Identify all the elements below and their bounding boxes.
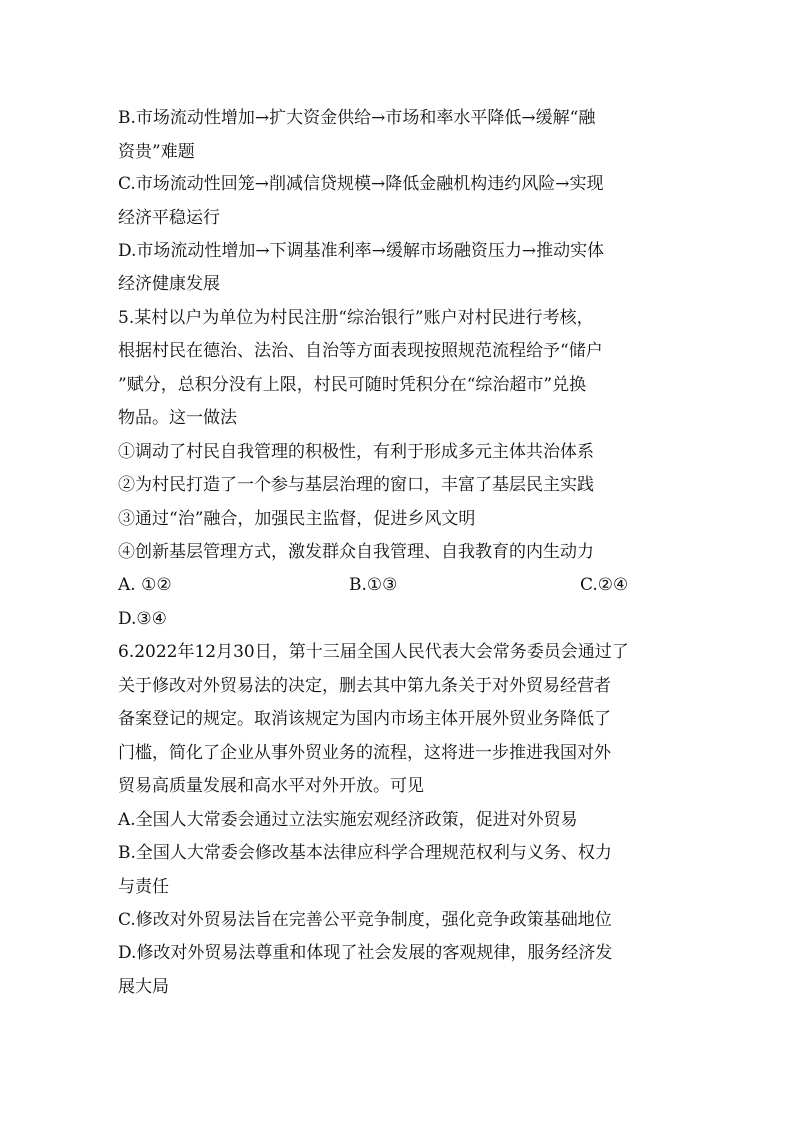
- q5-statement-2: ②为村民打造了一个参与基层治理的窗口，丰富了基层民主实践: [118, 475, 594, 495]
- q4-option-b-line1: B.市场流动性增加→扩大资金供给→市场和率水平降低→缓解“融: [118, 108, 596, 128]
- q5-option-a: A. ①②: [118, 575, 172, 595]
- q6-option-c: C.修改对外贸易法旨在完善公平竞争制度，强化竞争政策基础地位: [118, 910, 612, 930]
- q6-stem-line5: 贸易高质量发展和高水平对外开放。可见: [118, 776, 424, 796]
- q6-option-a: A.全国人大常委会通过立法实施宏观经济政策，促进对外贸易: [118, 810, 578, 830]
- q6-stem-line4: 门槛，简化了企业从事外贸业务的流程，这将进一步推进我国对外: [118, 743, 611, 763]
- q5-statement-1: ①调动了村民自我管理的积极性，有利于形成多元主体共治体系: [118, 442, 594, 462]
- q5-statement-3: ③通过“治”融合，加强民主监督，促进乡风文明: [118, 509, 476, 529]
- q6-option-d-line2: 展大局: [118, 977, 169, 997]
- q5-stem-line4: 物品。这一做法: [118, 408, 237, 428]
- q5-stem-line3: ”赋分，总积分没有上限，村民可随时凭积分在“综治超市”兑换: [118, 375, 587, 395]
- q4-option-c-line2: 经济平稳运行: [118, 208, 220, 228]
- q6-stem-line2: 关于修改对外贸易法的决定，删去其中第九条关于对外贸易经营者: [118, 676, 611, 696]
- q6-stem-line1: 6.2022年12月30日，第十三届全国人民代表大会常务委员会通过了: [118, 642, 629, 662]
- q6-option-d-line1: D.修改对外贸易法尊重和体现了社会发展的客观规律，服务经济发: [118, 943, 613, 963]
- q5-stem-line2: 根据村民在德治、法治、自治等方面表现按照规范流程给予“储户: [118, 341, 603, 361]
- q6-stem-line3: 备案登记的规定。取消该规定为国内市场主体开展外贸业务降低了: [118, 709, 611, 729]
- q5-stem-line1: 5.某村以户为单位为村民注册“综治银行”账户对村民进行考核，: [118, 308, 594, 328]
- q6-option-b-line1: B.全国人大常委会修改基本法律应科学合理规范权利与义务、权力: [118, 843, 612, 863]
- q6-option-b-line2: 与责任: [118, 877, 169, 897]
- q4-option-d-line1: D.市场流动性增加→下调基准利率→缓解市场融资压力→推动实体: [118, 241, 605, 261]
- q4-option-c-line1: C.市场流动性回笼→削减信贷规模→降低金融机构违约风险→实现: [118, 174, 604, 194]
- q5-option-c: C.②④: [580, 575, 629, 595]
- q4-option-d-line2: 经济健康发展: [118, 274, 220, 294]
- q5-option-b: B.①③: [349, 575, 398, 595]
- q4-option-b-line2: 资贵”难题: [118, 142, 195, 162]
- q5-statement-4: ④创新基层管理方式，激发群众自我管理、自我教育的内生动力: [118, 542, 594, 562]
- q5-option-d: D.③④: [118, 609, 167, 629]
